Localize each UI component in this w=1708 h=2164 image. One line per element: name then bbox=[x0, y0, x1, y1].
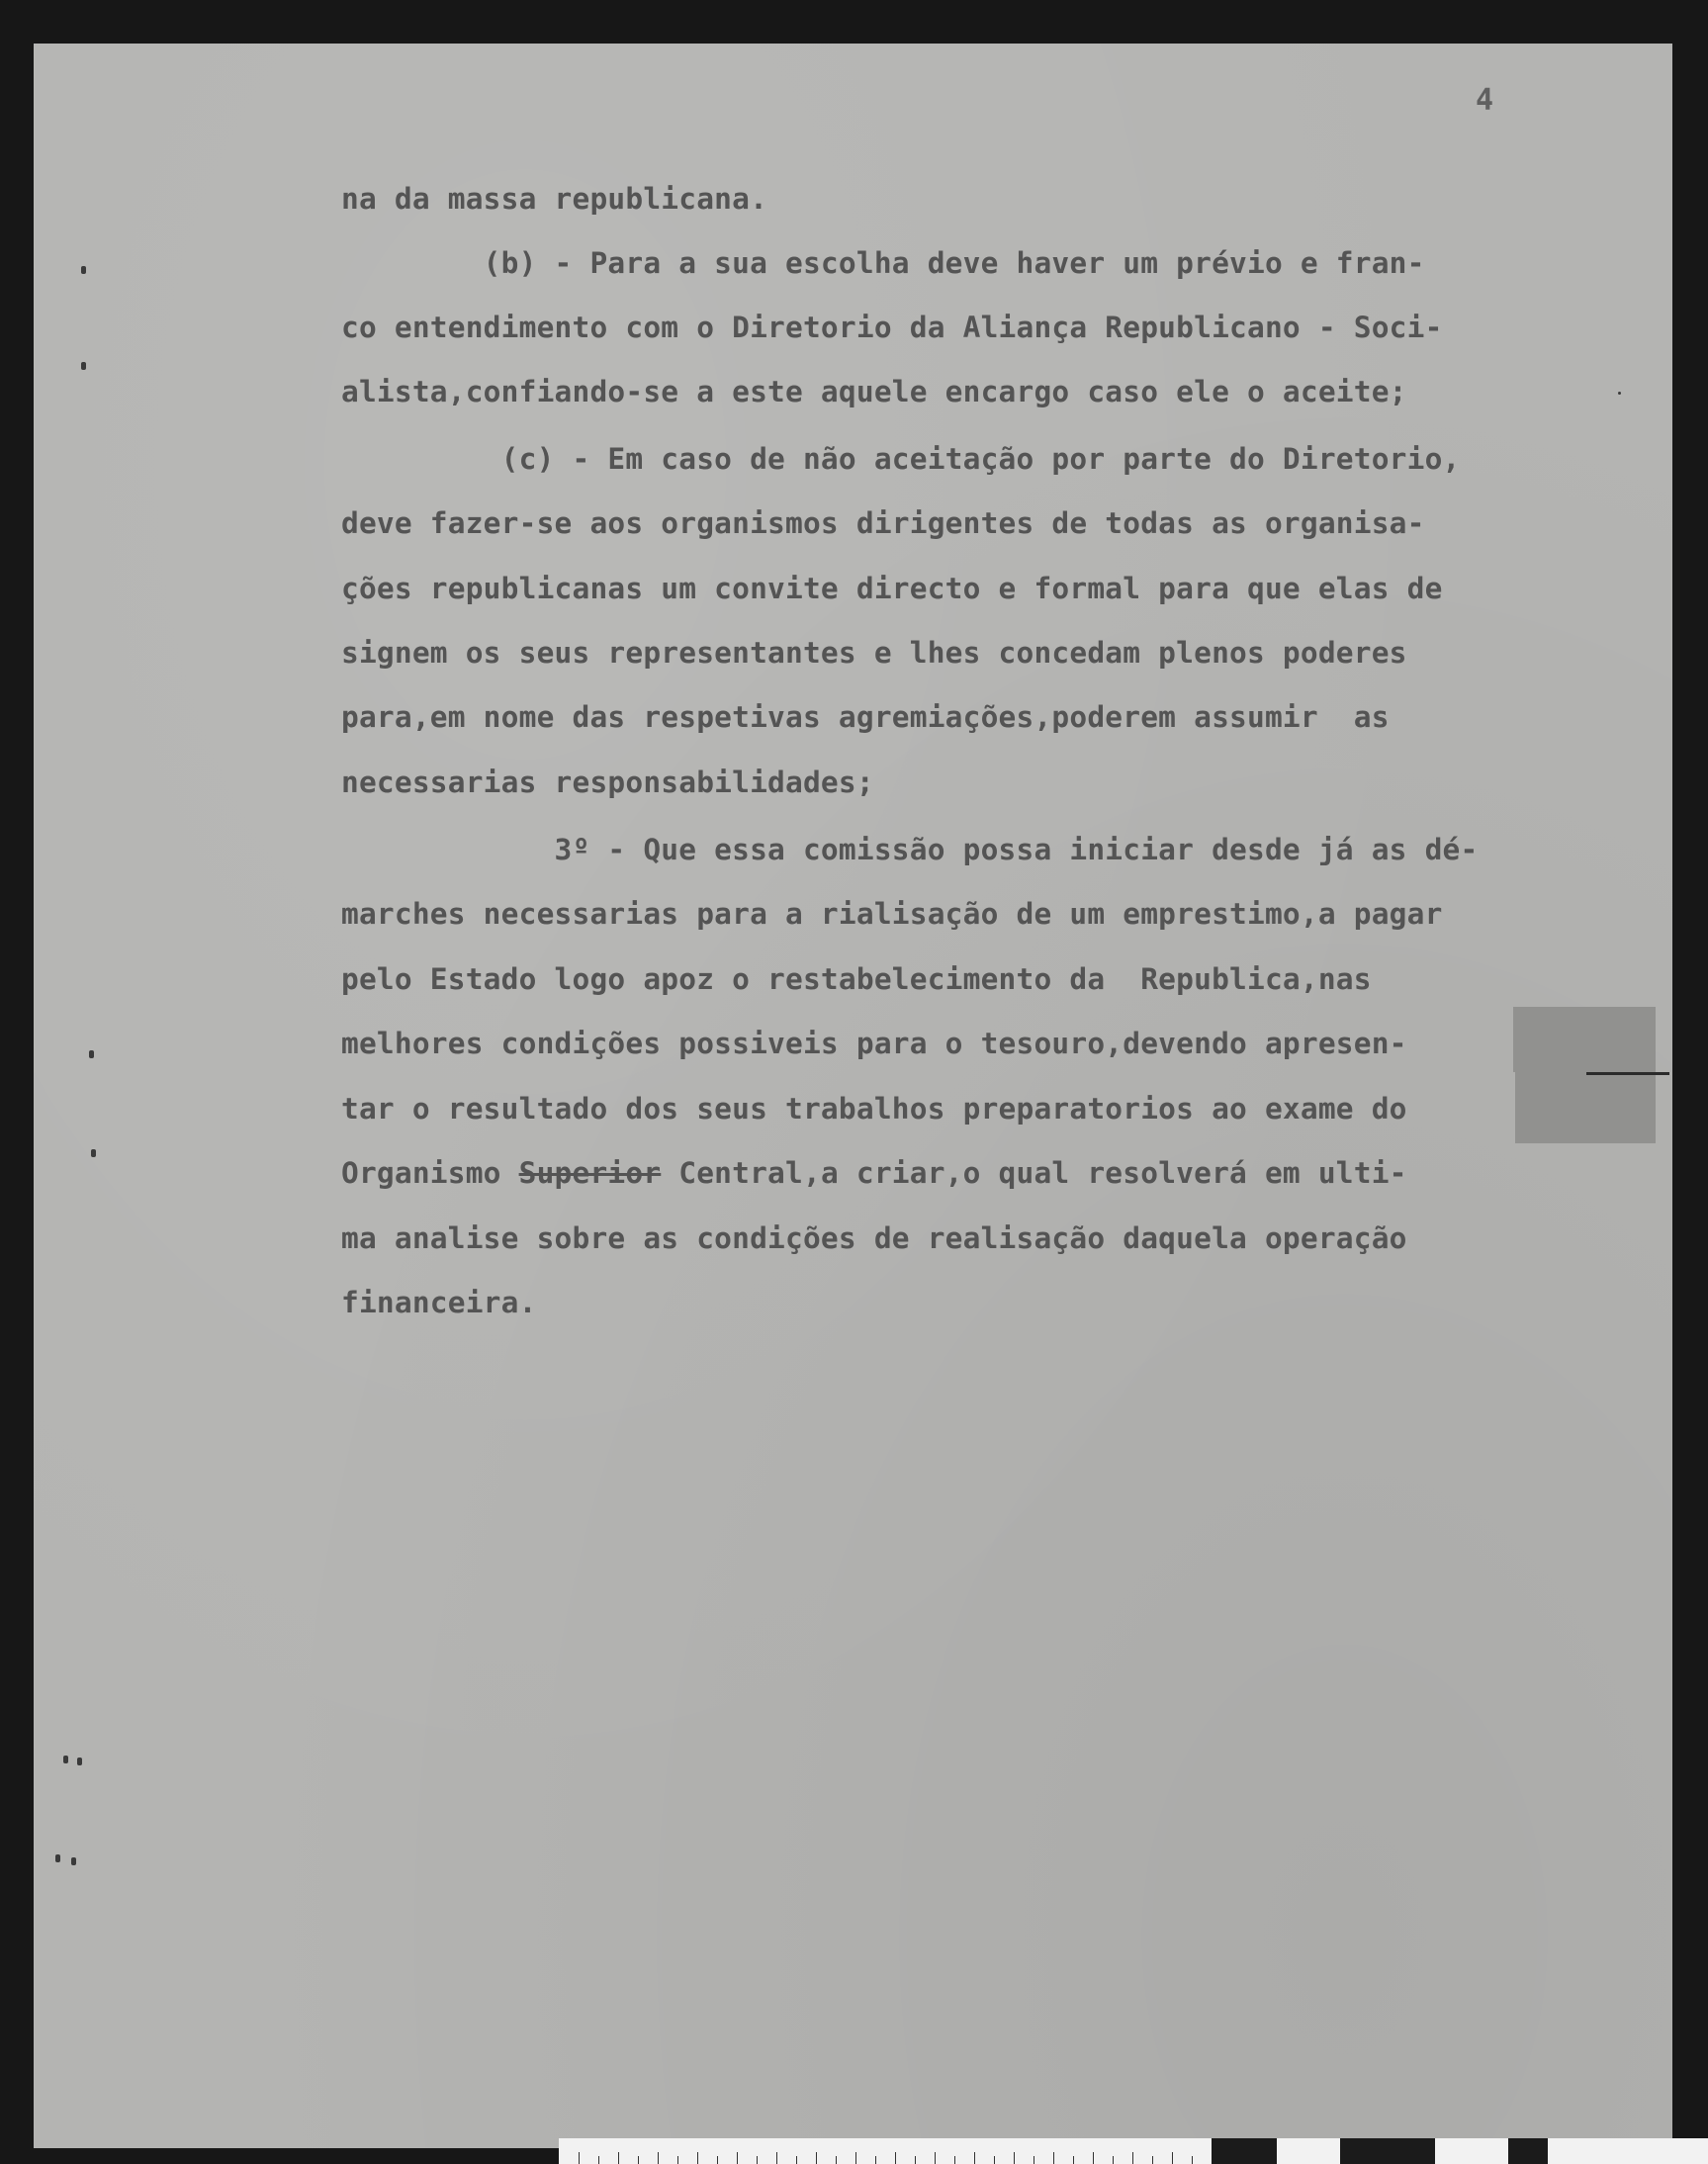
margin-mark bbox=[81, 362, 86, 370]
margin-mark bbox=[71, 1857, 76, 1865]
text-line-14: melhores condições possiveis para o tesouro,devendo apresen- bbox=[341, 1027, 1407, 1060]
text-line-4: alista,confiando-se a este aquele encargo caso ele o aceite; bbox=[341, 375, 1407, 408]
text-line-3: co entendimento com o Diretorio da Aliança Republicano - Soci- bbox=[341, 311, 1443, 344]
text-line-10: necessarias responsabilidades; bbox=[341, 766, 874, 799]
ruler-dark-block bbox=[1340, 2138, 1435, 2164]
tape-crease bbox=[1586, 1072, 1669, 1075]
text-line-6: deve fazer-se aos organismos dirigentes de todas as organisa- bbox=[341, 506, 1425, 540]
tape-lower bbox=[1515, 1072, 1656, 1143]
ruler-dark-block bbox=[1212, 2138, 1277, 2164]
text-line-5: (c) - Em caso de não aceitação por parte do Diretorio, bbox=[341, 442, 1461, 476]
margin-mark bbox=[81, 266, 86, 274]
text-line-13: pelo Estado logo apoz o restabelecimento da Republica,nas bbox=[341, 962, 1372, 996]
text-line-18: financeira. bbox=[341, 1286, 537, 1319]
margin-mark bbox=[89, 1050, 94, 1058]
page-number: 4 bbox=[1476, 83, 1494, 118]
ruler-dark-block bbox=[1508, 2138, 1548, 2164]
text-line-9: para,em nome das respetivas agremiações,poderem assumir as bbox=[341, 700, 1390, 734]
text-line-7: ções republicanas um convite directo e formal para que elas de bbox=[341, 572, 1443, 605]
margin-mark bbox=[55, 1854, 60, 1862]
text-line-17: ma analise sobre as condições de realisação daquela operação bbox=[341, 1221, 1407, 1255]
tape-upper bbox=[1513, 1007, 1656, 1072]
margin-mark bbox=[1618, 392, 1621, 395]
paper-sheet bbox=[34, 44, 1672, 2148]
text-line-16 bbox=[341, 1156, 1407, 1190]
text-central: Central,a criar,o qual resolverá em ulti- bbox=[661, 1156, 1407, 1190]
margin-mark bbox=[91, 1149, 96, 1157]
text-line-11: 3º - Que essa comissão possa iniciar desde já as dé- bbox=[341, 833, 1479, 866]
text-line-15: tar o resultado dos seus trabalhos preparatorios ao exame do bbox=[341, 1092, 1407, 1126]
struck-through-word: Superior bbox=[518, 1156, 662, 1190]
text-line-1: na da massa republicana. bbox=[341, 182, 768, 216]
text-line-8: signem os seus representantes e lhes concedam plenos poderes bbox=[341, 636, 1407, 670]
text-line-2: (b) - Para a sua escolha deve haver um prévio e fran- bbox=[341, 246, 1425, 280]
text-organismo: Organismo bbox=[341, 1156, 519, 1190]
margin-mark bbox=[77, 1758, 82, 1765]
text-line-12: marches necessarias para a rialisação de um emprestimo,a pagar bbox=[341, 897, 1443, 931]
scale-ruler bbox=[559, 2138, 1708, 2164]
margin-mark bbox=[63, 1756, 68, 1763]
